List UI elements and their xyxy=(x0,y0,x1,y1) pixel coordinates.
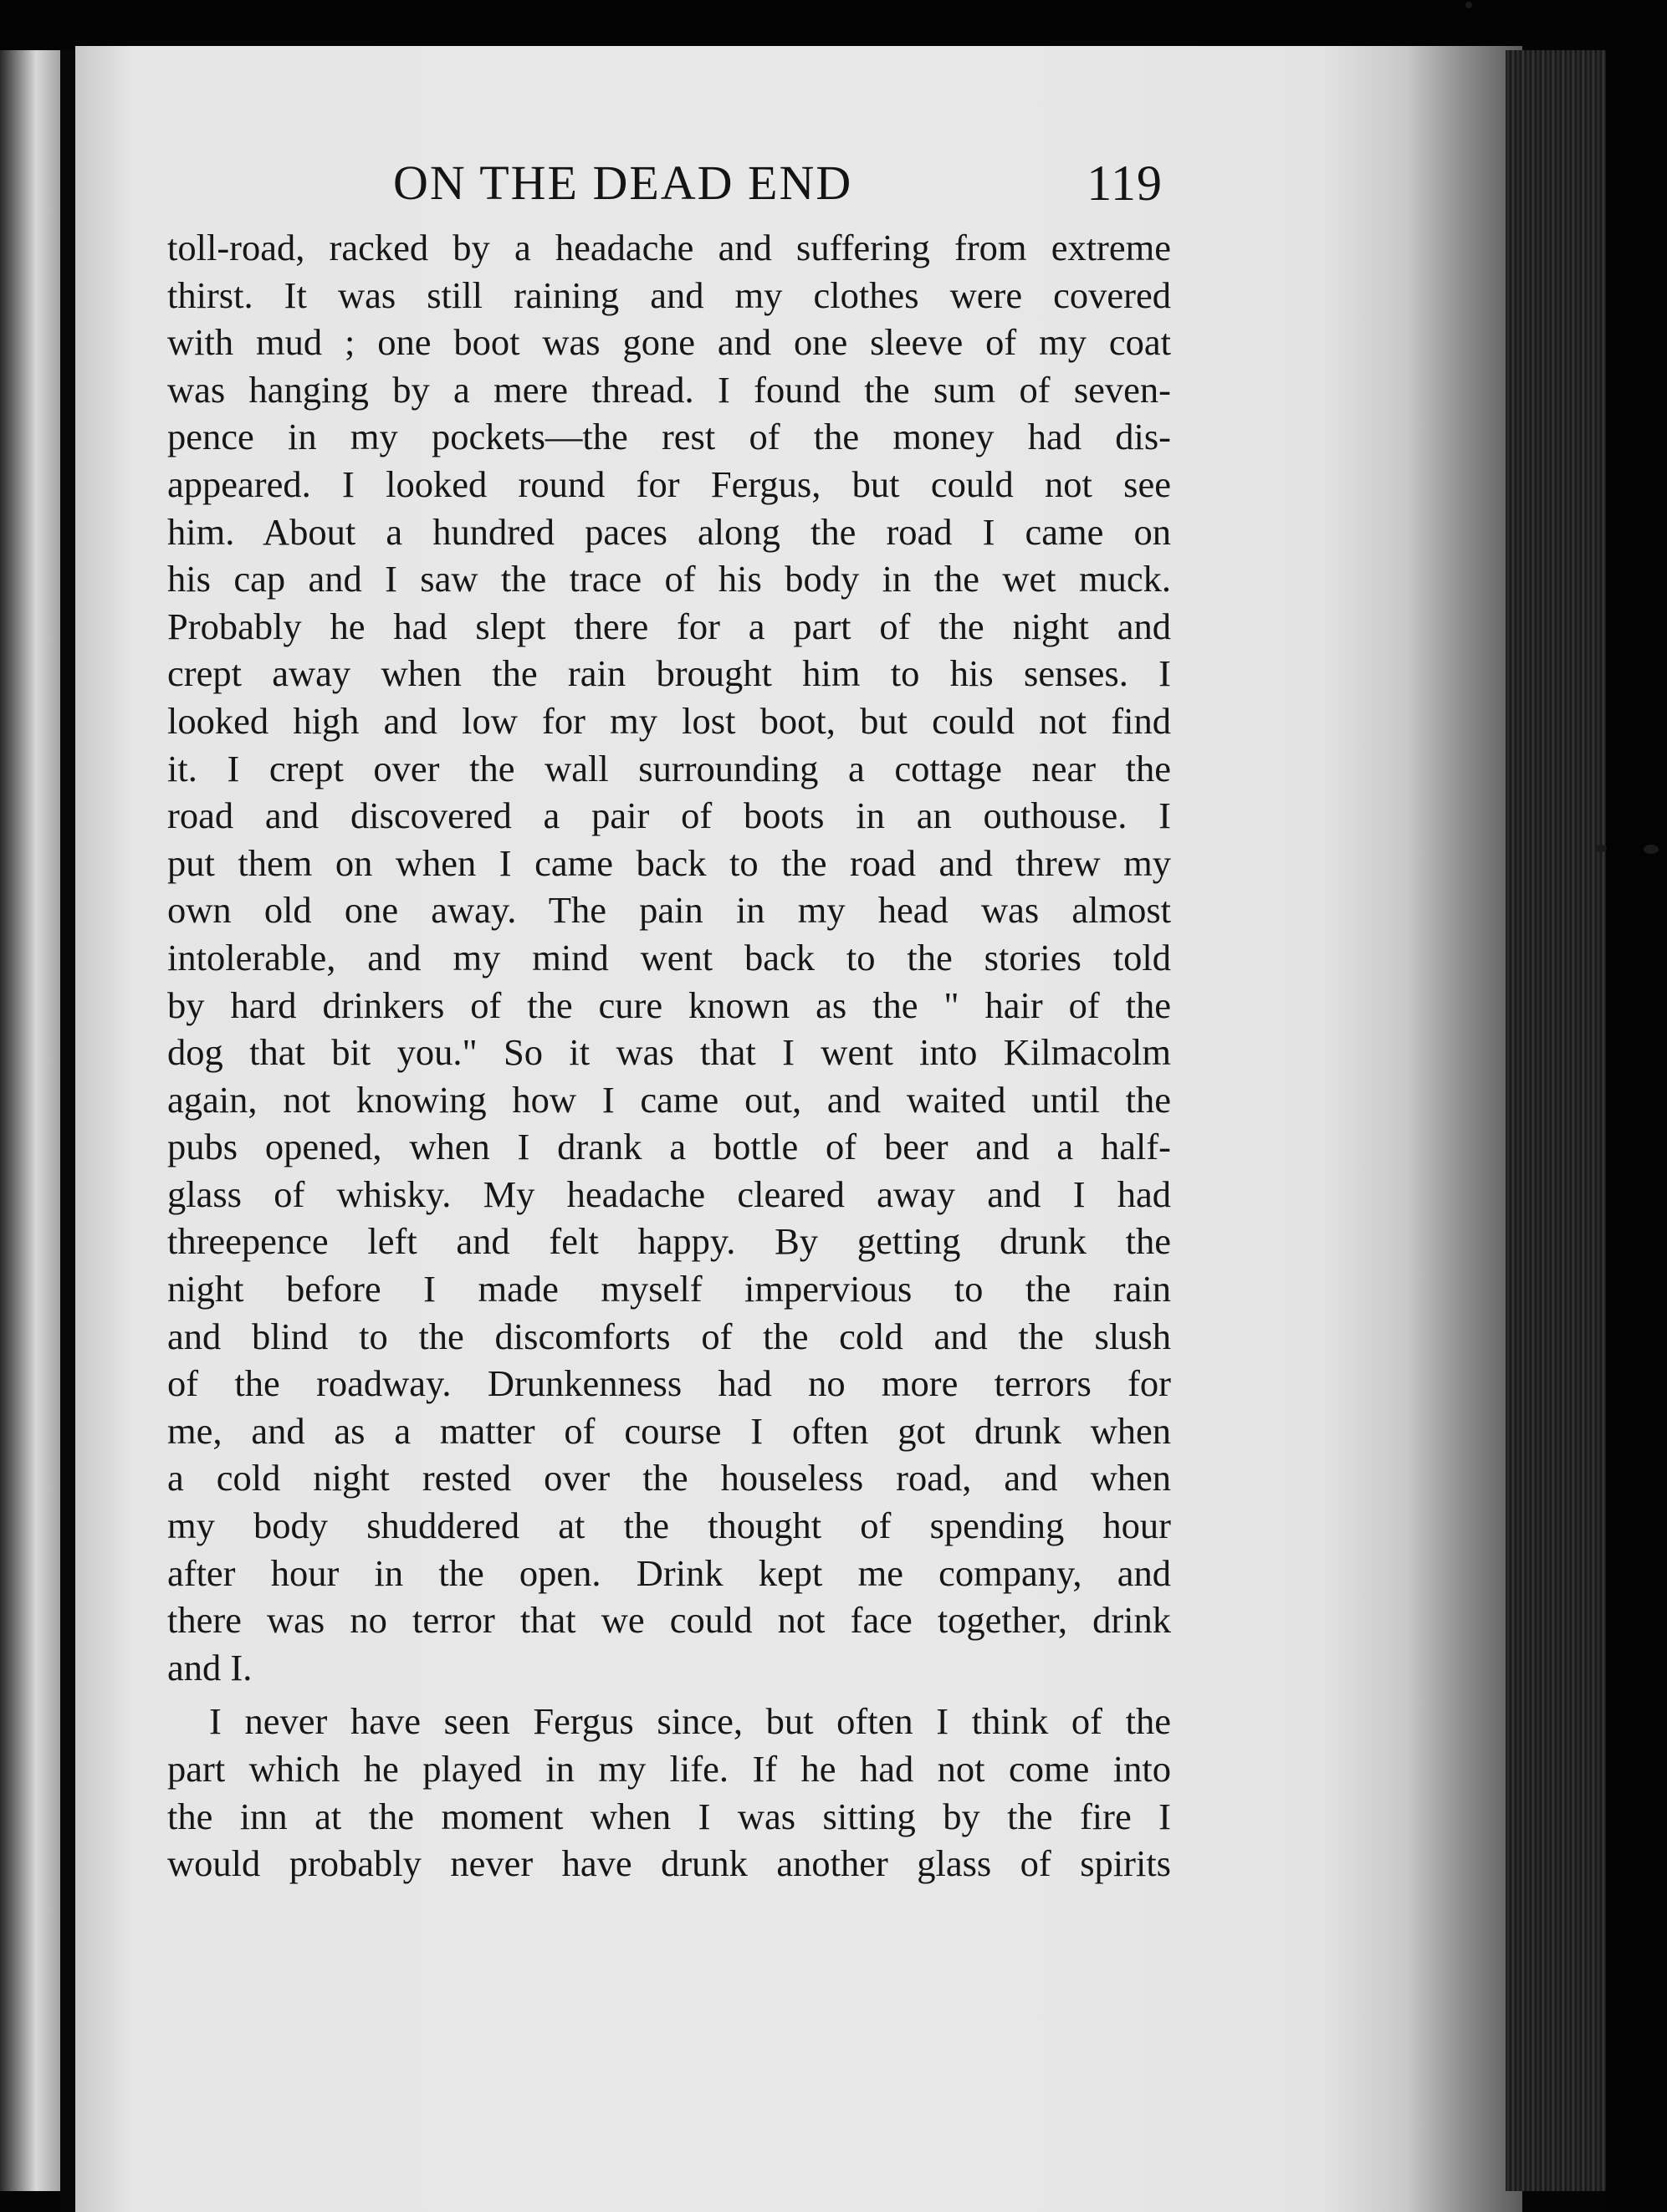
text-line: Probably he had slept there for a part of the night and xyxy=(167,605,1171,647)
text-line: there was no terror that we could not face together, drink xyxy=(167,1599,1171,1642)
text-line: glass of whisky. My headache cleared away and I had xyxy=(167,1172,1171,1215)
dust-speck xyxy=(1595,845,1607,852)
paragraph xyxy=(167,1698,1171,1887)
text-line: of the roadway. Drunkenness had no more terrors for xyxy=(167,1362,1171,1405)
text-line: night before I made myself impervious to the rain xyxy=(167,1268,1171,1310)
text-line: put them on when I came back to the road and threw my xyxy=(167,841,1171,884)
text-line: intolerable, and my mind went back to the stories told xyxy=(167,936,1171,978)
text-line: after hour in the open. Drink kept me company, and xyxy=(167,1551,1171,1594)
text-line: part which he played in my life. If he had not come into xyxy=(167,1748,1171,1790)
text-line: me, and as a matter of course I often got drunk when xyxy=(167,1409,1171,1452)
text-line: threepence left and felt happy. By getting drunk the xyxy=(167,1220,1171,1263)
text-line: appeared. I looked round for Fergus, but could not see xyxy=(167,462,1171,505)
text-line: own old one away. The pain in my head was almost xyxy=(167,889,1171,932)
text-line: crept away when the rain brought him to his senses. I xyxy=(167,652,1171,695)
paragraph xyxy=(167,224,1171,1691)
text-line: I never have seen Fergus since, but often I think of the xyxy=(209,1700,1171,1743)
running-title: ON THE DEAD END xyxy=(393,156,853,210)
running-head xyxy=(184,155,1163,222)
dust-speck xyxy=(1465,2,1472,8)
text-line: again, not knowing how I came out, and waited until the xyxy=(167,1078,1171,1121)
text-line: with mud ; one boot was gone and one sleeve of my coat xyxy=(167,321,1171,364)
text-line: the inn at the moment when I was sitting by the fire I xyxy=(167,1795,1171,1837)
text-line: and I. xyxy=(167,1646,253,1688)
text-line: him. About a hundred paces along the road I came on xyxy=(167,510,1171,553)
text-line: it. I crept over the wall surrounding a cottage near the xyxy=(167,747,1171,789)
facing-page-edge xyxy=(0,50,65,2191)
text-line: a cold night rested over the houseless road, and when xyxy=(167,1457,1171,1499)
dust-speck xyxy=(1644,845,1659,854)
text-line: toll-road, racked by a headache and suffering from extreme xyxy=(167,227,1171,268)
text-line: and blind to the discomforts of the cold and the slush xyxy=(167,1315,1171,1357)
text-line: my body shuddered at the thought of spending hour xyxy=(167,1504,1171,1547)
text-line: would probably never have drunk another glass of spirits xyxy=(167,1842,1171,1885)
text-line: pence in my pockets—the rest of the money had dis- xyxy=(167,416,1171,458)
text-line: road and discovered a pair of boots in an outhouse. I xyxy=(167,794,1171,837)
text-line: looked high and low for my lost boot, but could not find xyxy=(167,699,1171,742)
scan-background-right xyxy=(1606,0,1667,2212)
text-line: dog that bit you." So it was that I went into Kilmacolm xyxy=(167,1031,1171,1074)
page-edges xyxy=(1506,50,1606,2191)
book-binding xyxy=(60,50,75,2212)
text-line: was hanging by a mere thread. I found the sum of seven- xyxy=(167,368,1171,411)
text-line: by hard drinkers of the cure known as the " hair of the xyxy=(167,983,1171,1026)
body-text xyxy=(167,224,1171,1888)
text-line: his cap and I saw the trace of his body in the wet muck. xyxy=(167,558,1171,600)
scan-background-top xyxy=(0,0,1667,49)
page-number: 119 xyxy=(1087,156,1163,211)
text-line: pubs opened, when I drank a bottle of beer and a half- xyxy=(167,1126,1171,1168)
text-line: thirst. It was still raining and my clothes were covered xyxy=(167,273,1171,316)
